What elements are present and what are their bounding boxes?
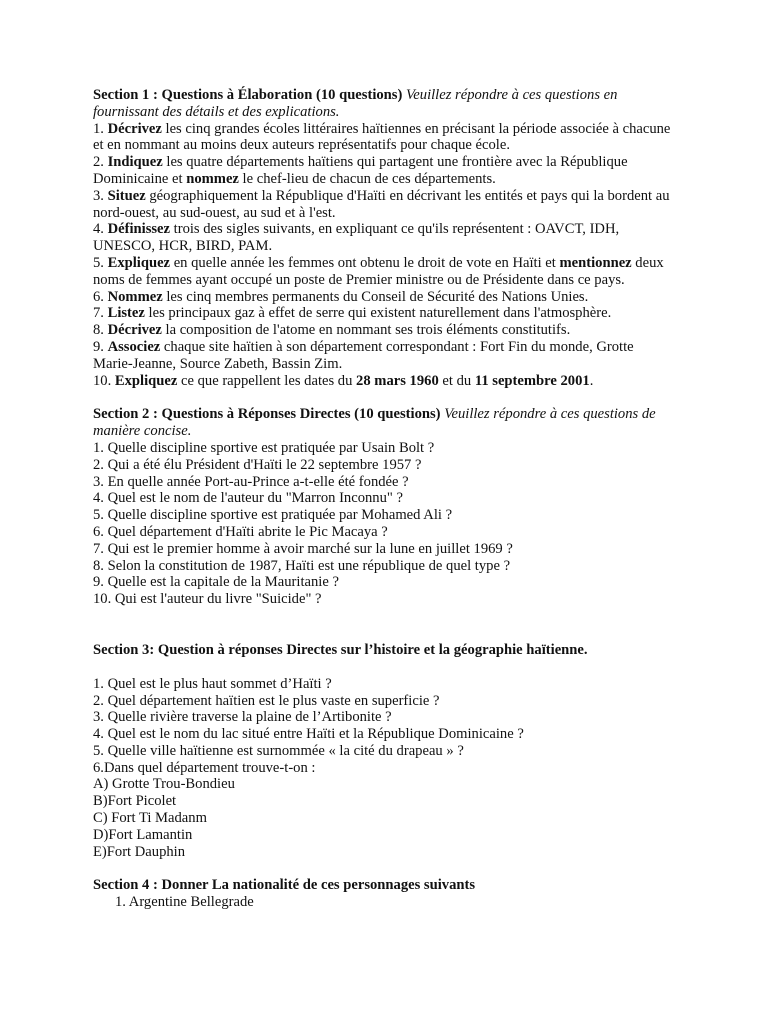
list-item: 2. Qui a été élu Président d'Haïti le 22 septembre 1957 ? xyxy=(93,456,422,473)
list-item: A) Grotte Trou-Bondieu xyxy=(93,776,235,793)
list-item: 2. Indiquez les quatre départements haïtiens qui partagent une frontière avec la République Dominicaine et nommez le chef-lieu de chacun de ces départements. xyxy=(93,154,628,187)
section-2-heading xyxy=(93,406,673,440)
section-4-title: Section 4 : Donner La nationalité de ces personnages suivants xyxy=(93,877,476,894)
list-item: 8. Décrivez la composition de l'atome en nommant ses trois éléments constitutifs. xyxy=(93,322,571,339)
list-item: E)Fort Dauphin xyxy=(93,843,186,860)
list-item: 3. Situez géographiquement la République d'Haïti en décrivant les entités et pays qui la bordent au nord-ouest, au sud-ouest, au sud et à l'est. xyxy=(93,187,670,221)
list-item: 6. Nommez les cinq membres permanents du Conseil de Sécurité des Nations Unies. xyxy=(93,288,589,305)
list-item: 1. Décrivez les cinq grandes écoles littéraires haïtiennes en précisant la période associée à chacune et en nommant au moins deux auteurs représentatifs pour chaque école. xyxy=(93,120,671,154)
list-item: 4. Quel est le nom de l'auteur du "Marron Inconnu" ? xyxy=(93,490,403,507)
list-item: 9. Associez chaque site haïtien à son département correspondant : Fort Fin du monde, Grotte Marie-Jeanne, Source Zabeth, Bassin Zim. xyxy=(93,338,634,372)
list-item: 10. Expliquez ce que rappellent les dates du 28 mars 1960 et du 11 septembre 2001. xyxy=(93,372,594,389)
list-item: 5. Expliquez en quelle année les femmes ont obtenu le droit de vote en Haïti et mentionnez deux noms de femmes ayant occupé un poste de Premier ministre ou de Présidente dans ce pays. xyxy=(93,254,664,288)
list-item: 9. Quelle est la capitale de la Mauritanie ? xyxy=(93,574,339,591)
section-1-intro: Veuillez répondre à ces questions en fournissant des détails et des explications. xyxy=(93,87,618,120)
list-item: 3. Quelle rivière traverse la plaine de l’Artibonite ? xyxy=(93,709,392,726)
section-2 xyxy=(93,406,673,608)
list-item: B)Fort Picolet xyxy=(93,793,177,810)
list-item: 7. Qui est le premier homme à avoir marché sur la lune en juillet 1969 ? xyxy=(93,540,513,557)
list-item: C) Fort Ti Madanm xyxy=(93,810,207,827)
list-item: 6. Quel département d'Haïti abrite le Pic Macaya ? xyxy=(93,523,388,540)
section-2-intro: Veuillez répondre à ces questions de manière concise. xyxy=(93,406,656,440)
list-item: 5. Quelle discipline sportive est pratiquée par Mohamed Ali ? xyxy=(93,507,453,524)
list-item: 3. En quelle année Port-au-Prince a-t-elle été fondée ? xyxy=(93,473,409,490)
list-item: 6.Dans quel département trouve-t-on : xyxy=(93,759,316,776)
list-item: D)Fort Lamantin xyxy=(93,826,193,843)
section-2-title: Section 2 : Questions à Réponses Directes (10 questions) xyxy=(93,406,441,423)
section-1 xyxy=(93,87,673,389)
section-1-title: Section 1 : Questions à Élaboration (10 questions) xyxy=(93,87,403,103)
section-3-title: Section 3: Question à réponses Directes sur l’histoire et la géographie haïtienne. xyxy=(93,641,588,658)
list-item: 1. Quelle discipline sportive est pratiquée par Usain Bolt ? xyxy=(93,439,435,456)
list-item: 10. Qui est l'auteur du livre "Suicide" ? xyxy=(93,591,322,608)
list-item: 4. Quel est le nom du lac situé entre Haïti et la République Dominicaine ? xyxy=(93,726,524,743)
list-item: 1. Quel est le plus haut sommet d’Haïti ? xyxy=(93,675,332,692)
document-body xyxy=(93,87,673,911)
list-item: 2. Quel département haïtien est le plus vaste en superficie ? xyxy=(93,692,440,709)
list-item: 4. Définissez trois des sigles suivants, en expliquant ce qu'ils représentent : OAVCT, IDH, UNESCO, HCR, BIRD, PAM. xyxy=(93,221,620,255)
list-item: 5. Quelle ville haïtienne est surnommée « la cité du drapeau » ? xyxy=(93,742,464,759)
section-3 xyxy=(93,642,673,861)
section-1-heading xyxy=(93,87,673,121)
list-item: 8. Selon la constitution de 1987, Haïti est une république de quel type ? xyxy=(93,557,511,574)
section-4 xyxy=(93,877,673,911)
list-item: 7. Listez les principaux gaz à effet de serre qui existent naturellement dans l'atmosphère. xyxy=(93,305,612,322)
list-item: 1. Argentine Bellegrade xyxy=(115,894,254,911)
